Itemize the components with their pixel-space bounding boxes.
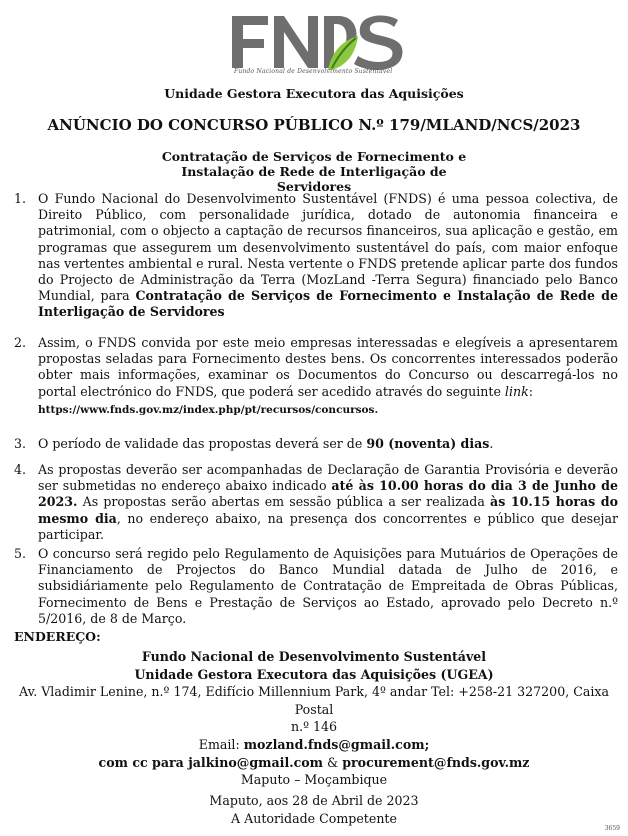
logo-letter-n [274, 16, 318, 68]
list-item [14, 335, 618, 418]
cc-email-link-1[interactable]: jalkino@gmail.com [188, 754, 324, 770]
logo-letter-s [354, 15, 402, 70]
address-label: ENDEREÇO: [14, 629, 101, 644]
item-number: 4. [14, 462, 27, 477]
item-number: 2. [14, 335, 27, 350]
list-item [14, 462, 618, 543]
address-unit-name: Unidade Gestora Executora das Aquisições (UGEA) [134, 666, 494, 682]
item-bold-text: Contratação de Serviços de Fornecimento e Instalação de Rede de Interligação de Servidores [38, 288, 618, 320]
item-text: Assim, o FNDS convida por este meio empresas interessadas e elegíveis a apresentarem propostas seladas para Fornecimento destes bens. Os concorrentes interessados poderão obter mais informações, examinar os Documentos do Concurso ou descarregá-los no portal electrónico do FNDS, que poderá ser acedido através do seguinte link: [38, 335, 618, 399]
address-block [0, 648, 628, 789]
subject-title: Contratação de Serviços de Fornecimento e Instalação de Rede de Interligação de Servidores [161, 149, 467, 194]
item-number: 3. [14, 436, 27, 451]
address-org-name: Fundo Nacional de Desenvolvimento Sustentável [141, 649, 487, 664]
logo-letter-f [232, 16, 268, 68]
logo-caption: Fundo Nacional de Desenvolvimento Sustentável [234, 68, 393, 75]
address-city: Maputo – Moçambique [240, 772, 388, 788]
announcement-title: ANÚNCIO DO CONCURSO PÚBLICO N.º 179/MLAND/NCS/2023 [47, 116, 581, 134]
reference-code: 3659 [604, 825, 620, 832]
item-bold-text: até às 10.00 horas do dia 3 de Junho de 2023. [38, 478, 618, 510]
tender-portal-link[interactable]: https://www.fnds.gov.mz/index.php/pt/recursos/concursos. [38, 403, 379, 416]
item-text: As propostas deverão ser acompanhadas de Declaração de Garantia Provisória e deverão ser submetidas no endereço abaixo indicado até às 10.00 horas do dia 3 de Junho de 2023. As propostas serão abertas em sessão pública a ser realizada às 10.15 horas do mesmo dia, no endereço abaixo, na presença dos concorrentes e público que desejar participar. [38, 462, 618, 542]
item-bold-text: 90 (noventa) dias [366, 436, 490, 451]
list-item [14, 546, 618, 627]
address-email-line: Email: mozland.fnds@gmail.com; [198, 736, 430, 752]
item-text: O concurso será regido pelo Regulamento de Aquisições para Mutuários de Operações de Financiamento de Projectos do Banco Mundial datada de Julho de 2016, e subsidiáriamente pelo Regulamento de Contratação de Empreitada de Obras Públicas, Fornecimento de Bens e Prestação de Serviços ao Estado, aprovado pelo Decreto n.º 5/2016, de 8 de Março. [38, 546, 618, 626]
place-date: Maputo, aos 28 de Abril de 2023 [209, 793, 419, 808]
authority: A Autoridade Competente [231, 810, 397, 826]
address-cc-line: com cc para jalkino@gmail.com & procurement@fnds.gov.mz [98, 754, 530, 770]
list-item [14, 191, 618, 321]
signature-block [0, 792, 628, 827]
address-street: Av. Vladimir Lenine, n.º 174, Edifício Millennium Park, 4º andar Tel: +258-21 327200, Caixa Postal [18, 684, 610, 717]
cc-email-link-2[interactable]: procurement@fnds.gov.mz [342, 754, 530, 770]
unit-title: Unidade Gestora Executora das Aquisições [164, 86, 464, 101]
item-number: 1. [14, 191, 27, 206]
address-postal: n.º 146 [290, 719, 338, 735]
item-text: O Fundo Nacional do Desenvolvimento Sustentável (FNDS) é uma pessoa colectiva, de Direito Público, com personalidade jurídica, dotado de autonomia financeira e patrimonial, com o objecto a captação de recursos financeiros, sua aplicação e gestão, em programas que assegurem um desenvolvimento sustentável do país, com maior enfoque nas vertentes ambiental e rural. Nesta vertente o FNDS pretende aplicar parte dos fundos do Projecto de Administração da Terra (MozLand -Terra Segura) financiado pelo Banco Mundial, para Contratação de Serviços de Fornecimento e Instalação de Rede de Interligação de Servidores [38, 191, 618, 320]
email-link[interactable]: mozland.fnds@gmail.com; [243, 736, 430, 752]
item-italic-text: link [504, 383, 529, 399]
item-bold-text: às 10.15 horas do mesmo dia [38, 494, 618, 526]
list-item [14, 436, 618, 452]
item-number: 5. [14, 546, 27, 561]
item-text: O período de validade das propostas deverá ser de 90 (noventa) dias. [38, 436, 494, 451]
